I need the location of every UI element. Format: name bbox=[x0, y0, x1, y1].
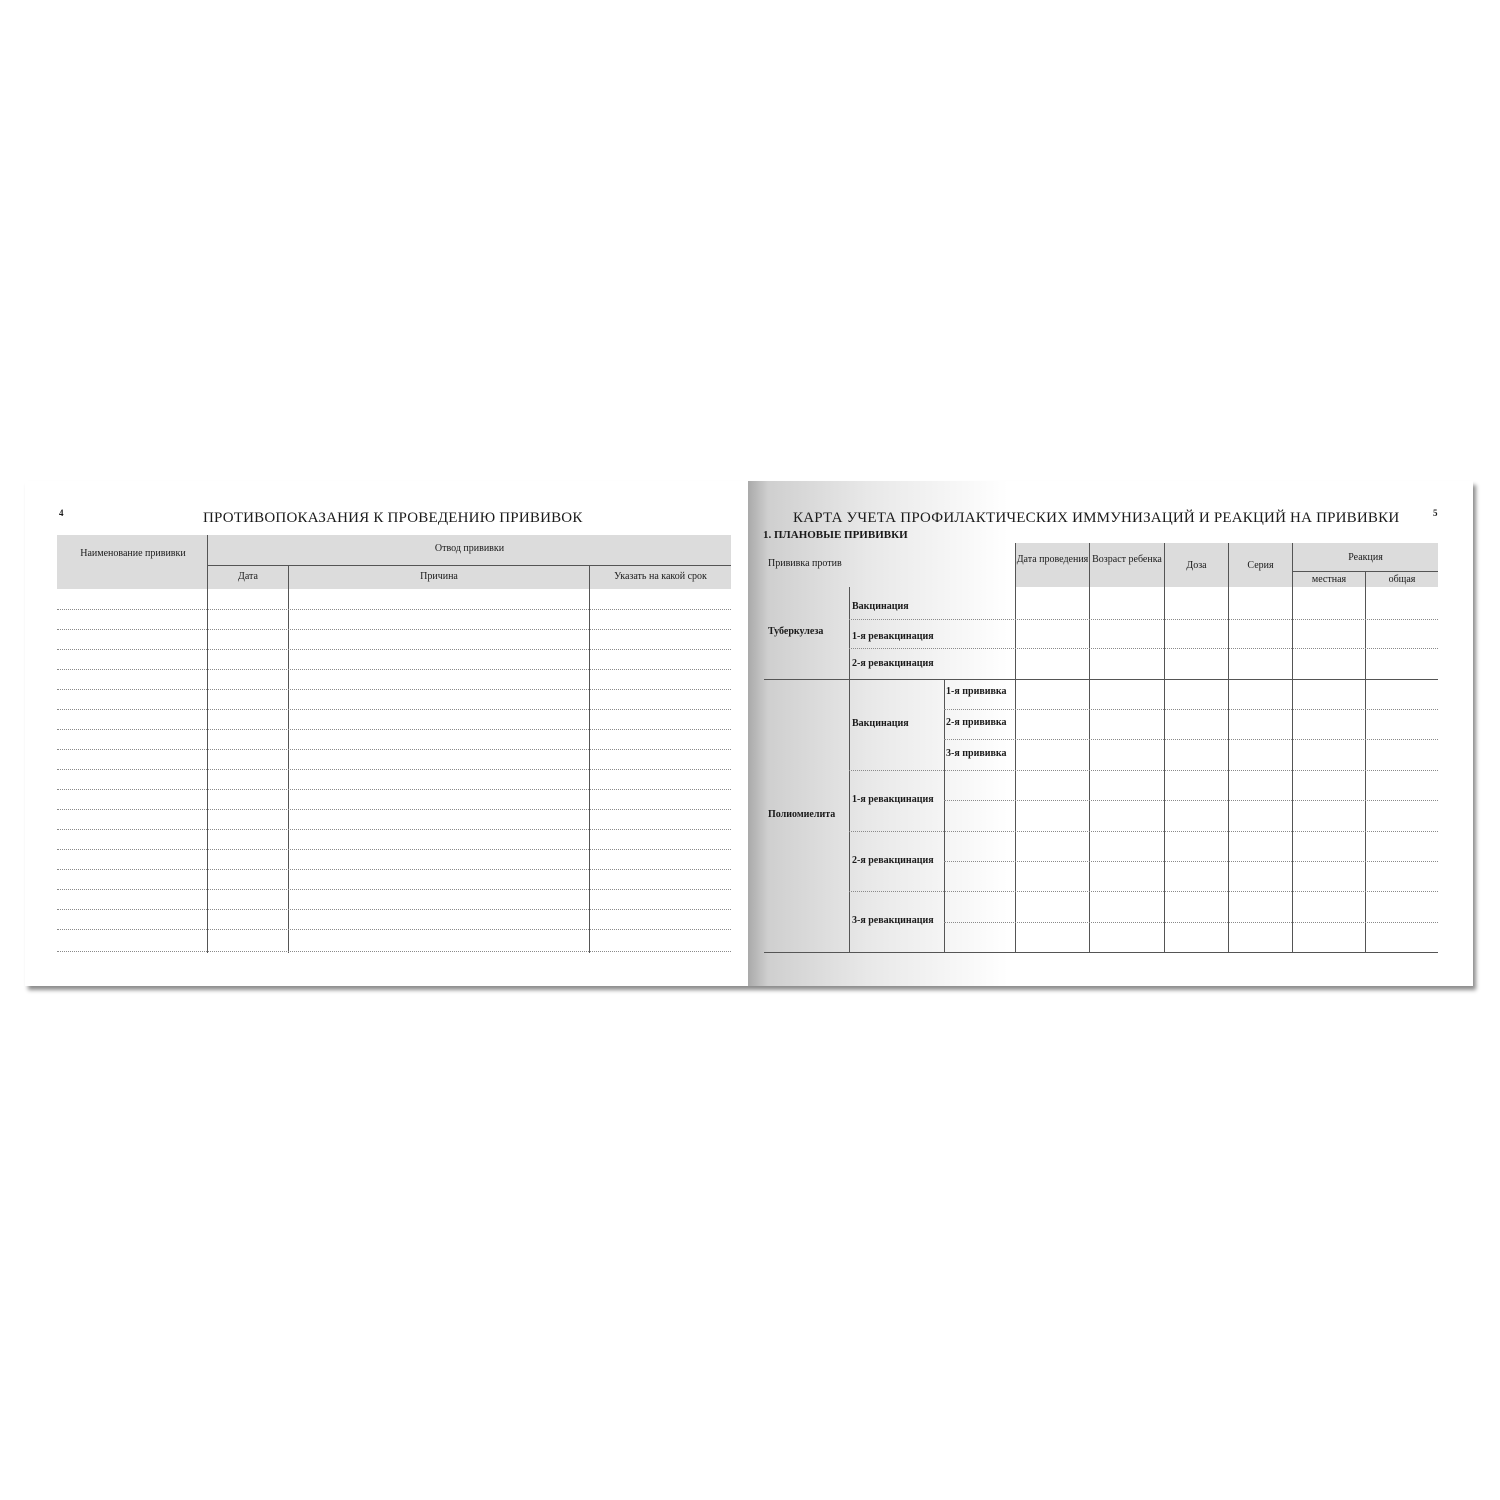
polio-shot-3: 3-я прививка bbox=[946, 748, 1007, 759]
writing-line bbox=[944, 739, 1438, 740]
polio-shot-1: 1-я прививка bbox=[946, 686, 1007, 697]
column-line bbox=[1365, 571, 1366, 953]
header-exemption: Отвод прививки bbox=[434, 543, 505, 554]
writing-line bbox=[57, 609, 731, 610]
writing-line bbox=[57, 849, 731, 850]
polio-shot-2: 2-я прививка bbox=[946, 717, 1007, 728]
header-reaction: Реакция bbox=[1348, 552, 1383, 563]
header-date: Дата bbox=[238, 571, 258, 582]
header-divider bbox=[208, 565, 731, 566]
header-date: Дата проведения bbox=[1016, 554, 1089, 565]
header-dose: Доза bbox=[1186, 560, 1207, 571]
booklet-spread bbox=[25, 481, 1473, 986]
header-vaccine-against: Прививка против bbox=[768, 558, 842, 569]
writing-line bbox=[57, 649, 731, 650]
writing-line bbox=[849, 770, 1438, 771]
writing-line bbox=[57, 669, 731, 670]
writing-line bbox=[57, 909, 731, 910]
table-bottom-line bbox=[764, 952, 1438, 953]
writing-line bbox=[57, 629, 731, 630]
writing-line bbox=[849, 648, 1438, 649]
left-page-number: 4 bbox=[59, 508, 64, 518]
writing-line bbox=[57, 789, 731, 790]
header-vaccine-name: Наименование прививки bbox=[80, 548, 186, 559]
writing-line bbox=[57, 729, 731, 730]
writing-line bbox=[57, 689, 731, 690]
column-line bbox=[207, 535, 208, 953]
writing-line bbox=[57, 709, 731, 710]
right-page-title: КАРТА УЧЕТА ПРОФИЛАКТИЧЕСКИХ ИММУНИЗАЦИЙ И РЕАКЦИЙ НА ПРИВИВКИ bbox=[793, 510, 1400, 526]
right-page-number: 5 bbox=[1433, 508, 1438, 518]
writing-line bbox=[57, 769, 731, 770]
tb-revaccination-2: 2-я ревакцинация bbox=[852, 658, 934, 669]
polio-revaccination-2: 2-я ревакцинация bbox=[852, 855, 934, 866]
header-local: местная bbox=[1311, 574, 1347, 585]
writing-line bbox=[849, 831, 1438, 832]
column-line bbox=[944, 679, 945, 953]
writing-line bbox=[57, 929, 731, 930]
header-term: Указать на какой срок bbox=[614, 571, 707, 582]
tb-vaccination: Вакцинация bbox=[852, 601, 909, 612]
writing-line bbox=[944, 922, 1438, 923]
writing-line bbox=[944, 709, 1438, 710]
right-page bbox=[748, 481, 1473, 986]
writing-line bbox=[944, 800, 1438, 801]
writing-line bbox=[944, 861, 1438, 862]
section-subtitle: 1. ПЛАНОВЫЕ ПРИВИВКИ bbox=[763, 529, 908, 541]
writing-line bbox=[57, 951, 731, 952]
writing-line bbox=[57, 809, 731, 810]
writing-line bbox=[849, 891, 1438, 892]
polio-label: Полиомиелита bbox=[768, 809, 836, 820]
polio-revaccination-1: 1-я ревакцинация bbox=[852, 794, 934, 805]
writing-line bbox=[57, 869, 731, 870]
polio-revaccination-3: 3-я ревакцинация bbox=[852, 915, 934, 926]
column-line bbox=[589, 565, 590, 953]
writing-line bbox=[849, 619, 1438, 620]
writing-line bbox=[57, 889, 731, 890]
left-page bbox=[25, 481, 747, 986]
column-line bbox=[288, 565, 289, 953]
header-series: Серия bbox=[1247, 560, 1274, 571]
tuberculosis-label: Туберкулеза bbox=[768, 626, 824, 637]
left-page-title: ПРОТИВОПОКАЗАНИЯ К ПРОВЕДЕНИЮ ПРИВИВОК bbox=[203, 510, 583, 526]
header-general: общая bbox=[1388, 574, 1416, 585]
writing-line bbox=[57, 749, 731, 750]
section-divider bbox=[764, 679, 1438, 680]
writing-line bbox=[57, 829, 731, 830]
header-reason: Причина bbox=[420, 571, 458, 582]
polio-vaccination: Вакцинация bbox=[852, 718, 909, 729]
header-age: Возраст ребенка bbox=[1092, 554, 1162, 565]
tb-revaccination-1: 1-я ревакцинация bbox=[852, 631, 934, 642]
